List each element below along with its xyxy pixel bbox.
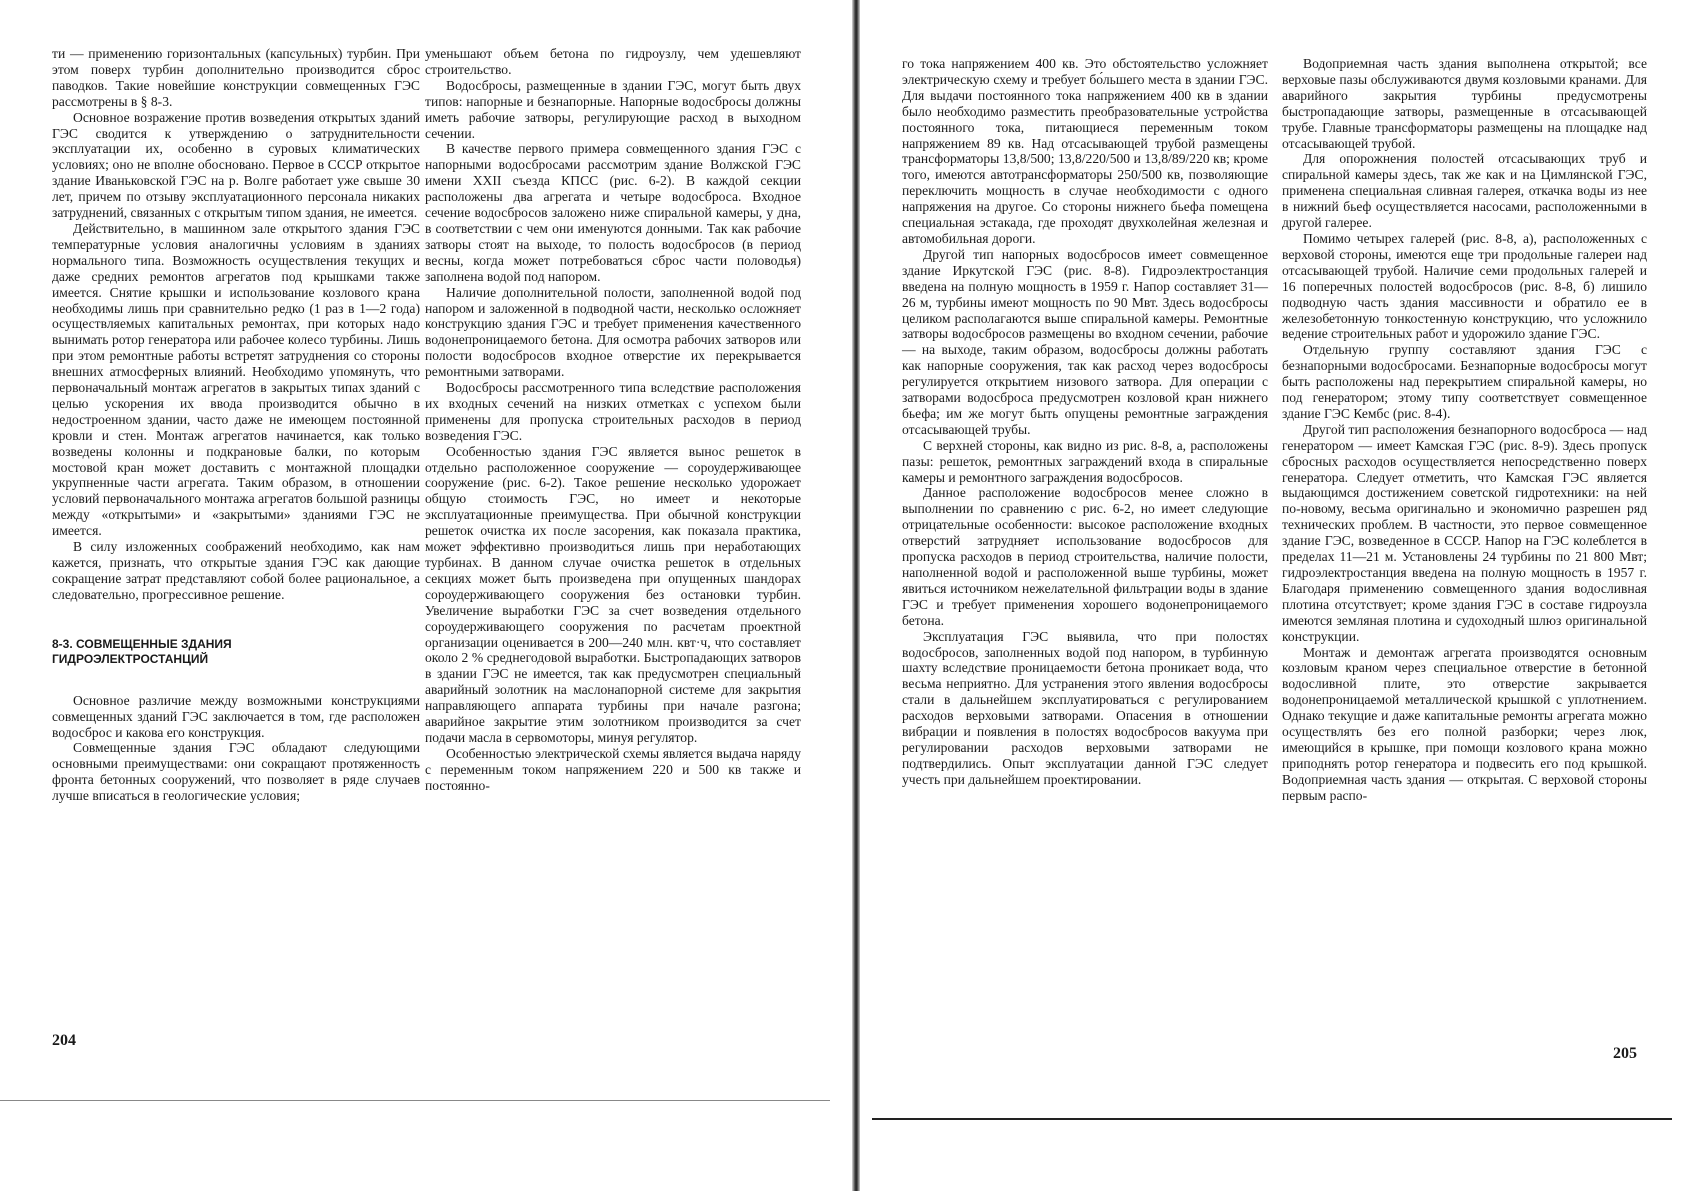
paragraph: Водосбросы, размещенные в здании ГЭС, могут быть двух типов: напорные и безнапорные. Напорные водосбросы должны иметь рабочие затворы, регулирующие расход в выходном сечении. (425, 77, 801, 141)
page-number-left: 204 (52, 1032, 76, 1049)
paragraph: В силу изложенных соображений необходимо, как нам кажется, признать, что открытые здания ГЭС как дающие сокращение затрат представляют собой более рациональное, а следовательно, прогрессивное решение. (52, 539, 420, 602)
paragraph: Водоприемная часть здания выполнена открытой; все верховые пазы обслуживаются двумя козловыми кранами. Для аварийного закрытия турбины предусмотрены быстропадающие затворы, размещенные в отсасывающей трубе. Главные трансформаторы размещены на площадке над отсасывающей трубой. (1282, 56, 1647, 151)
paragraph: Особенностью электрической схемы является выдача наряду с переменным током напряжением 220 и 500 кв также и постоянно- (425, 745, 801, 793)
page-number-right: 205 (1613, 1045, 1637, 1062)
paragraph: Помимо четырех галерей (рис. 8-8, а), расположенных с верховой стороны, имеются еще три продольные галереи над отсасывающей трубой. Наличие семи продольных галерей и 16 поперечных полостей водосбросов (рис. 8-8, б) лишило подводную часть здания массивности и обратило ее в железобетонную тонкостенную конструкцию, что усложнило ведение строительных работ и удорожило здание ГЭС. (1282, 230, 1647, 342)
paragraph: Совмещенные здания ГЭС обладают следующими основными преимуществами: они сокращают протяженность фронта бетонных сооружений, что позволяет в ряде случаев лучше вписаться в геологические условия; (52, 740, 420, 804)
right-page-column-1 (902, 56, 1268, 788)
paragraph: Водосбросы рассмотренного типа вследствие расположения их входных сечений на низких отметках с успехом были применены для пропуска строительных расходов в период возведения ГЭС. (425, 380, 801, 443)
paragraph: В качестве первого примера совмещенного здания ГЭС с напорными водосбросами рассмотрим здание Волжской ГЭС имени XXII съезда КПСС (рис. 6-2). В каждой секции расположены два агрегата и четыре водосброса. Входное сечение водосбросов заложено ниже спиральной камеры, у дна, в соответствии с чем они именуются донными. Так как рабочие затворы стоят на выходе, то полость водосбросов (в период весны, когда может потребоваться сброс части половодья) заполнена водой под напором. (425, 141, 801, 284)
section-heading-line-2: ГИДРОЭЛЕКТРОСТАНЦИЙ (52, 651, 209, 666)
paragraph: го тока напряжением 400 кв. Это обстоятельство усложняет электрическую схему и требует бо́льшего места в здании ГЭС. Для выдачи постоянного тока напряжением 400 кв в здании было необходимо разместить преобразовательные устройства постоянного тока, питающиеся переменным током напряжением 89 кв. Над отсасывающей трубой размещены трансформаторы 13,8/500; 13,8/220/500 и 13,8/89/220 кв; кроме того, имеются автотрансформаторы 250/500 кв, позволяющие переключить мощность в случае необходимости с одного напряжения на другое. Со стороны нижнего бьефа помещена специальная эстакада, где проходят двухколейная железная и автомобильная дороги. (902, 56, 1268, 246)
page-edge-line (872, 1118, 1672, 1120)
paragraph: Особенностью здания ГЭС является вынос решеток в отдельно расположенное сооружение — сороудерживающее сооружение (рис. 6-2). Такое решение несколько удорожает общую стоимость ГЭС, но имеет и некоторые эксплуатационные преимущества. При обычной конструкции решеток очистка их после засорения, как показала практика, может эффективно производиться лишь при неработающих турбинах. В данном случае очистка решеток в отдельных секциях может быть произведена при опущенных шандорах сороудерживающего сооружения без остановки турбин. Увеличение выработки ГЭС за счет возведения отдельного сороудерживающего сооружения по расчетам проектной организации оценивается в 200—240 млн. квт·ч, что составляет около 2 % среднегодовой выработки. Быстропадающих затворов в здании ГЭС не имеется, так как предусмотрен специальный аварийный золотник на маслонапорной системе для закрытия направляющего аппарата турбины при начале разгона; аварийное закрытие этим золотником производится за счет подачи масла в сервомоторы, минуя регулятор. (425, 443, 801, 745)
paragraph: Эксплуатация ГЭС выявила, что при полостях водосбросов, заполненных водой под напором, в турбинную шахту вследствие проницаемости бетона проникает вода, что весьма неприятно. Для устранения этого явления водосбросы стали в дальнейшем эксплуатироваться с регулированием расходов верховыми затворами. Опасения в отношении вибрации и появления в полостях водосбросов вакуума при регулировании расходов верховыми затворами не подтвердились. Опыт эксплуатации данной ГЭС следует учесть при дальнейшем проектировании. (902, 628, 1268, 787)
paragraph: Для опорожнения полостей отсасывающих труб и спиральной камеры здесь, так же как и на Цимлянской ГЭС, применена специальная сливная галерея, откачка воды из нее в нижний бьеф осуществляется насосами, расположенными в другой галерее. (1282, 151, 1647, 231)
paragraph: Действительно, в машинном зале открытого здания ГЭС температурные условия аналогичны условиям в зданиях нормального типа. Возможность осуществления текущих и даже средних ремонтов агрегатов под крышками также имеется. Снятие крышки и использование козлового крана необходимы лишь при сравнительно редко (1 раз в 1—2 года) осуществляемых капитальных ремонтах, при которых надо вынимать ротор генератора или рабочее колесо турбины. Лишь при этом ремонтные работы встретят затруднения со стороны внешних атмосферных влияний. Необходимо упомянуть, что первоначальный монтаж агрегатов в закрытых типах зданий с целью ускорения их ввода производится обычно в недостроенном здании, часто даже не имеющем постоянной кровли и стен. Монтаж агрегатов начинается, как только возведены колонны и подкрановые балки, по которым мостовой кран может доставить с монтажной площадки укрупненные части агрегата. Таким образом, в отношении условий первоначального монтажа агрегатов большой разницы между «открытыми» и «закрытыми» зданиями ГЭС не имеется. (52, 220, 420, 539)
left-page-column-1 (52, 46, 420, 804)
book-gutter (852, 0, 860, 1191)
paragraph: Основное возражение против возведения открытых зданий ГЭС сводится к утверждению о затруднительности эксплуатации их, особенно в суровых климатических условиях; оно не вполне обосновано. Первое в СССР открытое здание Иваньковской ГЭС на р. Волге работает уже свыше 30 лет, причем по отзыву эксплуатационного персонала никаких затруднений, связанных с открытым типом здания, не имеется. (52, 109, 420, 221)
page-edge-line (0, 1100, 830, 1101)
paragraph: ти — применению горизонтальных (капсульных) турбин. При этом поверх турбин дополнительно производится сброс паводков. Такие новейшие конструкции совмещенных ГЭС рассмотрены в § 8-3. (52, 46, 420, 109)
paragraph: Отдельную группу составляют здания ГЭС с безнапорными водосбросами. Безнапорные водосбросы могут быть расположены над перекрытием спиральной камеры, но под генератором; этому типу соответствует совмещенное здание ГЭС Кембс (рис. 8-4). (1282, 342, 1647, 421)
paragraph: Другой тип напорных водосбросов имеет совмещенное здание Иркутской ГЭС (рис. 8-8). Гидроэлектростанция введена на полную мощность в 1959 г. Напор составляет 31—26 м, турбины имеют мощность по 90 Мвт. Здесь водосбросы целиком располагаются выше спиральной камеры. Ремонтные затворы водосбросов размещены во входном сечении, рабочие — на выходе, таким образом, водосбросы должны работать как напорные сооружения, так как расход через водосбросы регулируется открытием низового затвора. Для операции с затворами водосброса предусмотрен козловой кран нижнего бьефа; им же могут быть опущены ремонтные заграждения отсасывающей трубы. (902, 246, 1268, 437)
paragraph: уменьшают объем бетона по гидроузлу, чем удешевляют строительство. (425, 46, 801, 77)
section-heading (52, 637, 420, 667)
paragraph: Другой тип расположения безнапорного водосброса — над генератором — имеет Камская ГЭС (рис. 8-9). Здесь пропуск сбросных расходов осуществляется непосредственно поверх генератора. Следует отметить, что Камская ГЭС является выдающимся достижением советской гидротехники: на ней по-новому, весьма оригинально и экономично разрешен ряд технических проблем. В частности, это первое совмещенное здание ГЭС, возведенное в СССР. Напор на ГЭС колеблется в пределах 11—21 м. Установлены 24 турбины по 21 800 Мвт; гидроэлектростанция введена на полную мощность в 1957 г. Благодаря применению совмещенного здания водосливная плотина отсутствует; кроме здания ГЭС в составе гидроузла имеются земляная плотина и судоходный шлюз оригинальной конструкции. (1282, 421, 1647, 644)
section-heading-line-1: 8-3. СОВМЕЩЕННЫЕ ЗДАНИЯ (52, 636, 232, 651)
paragraph: Монтаж и демонтаж агрегата производятся основным козловым краном через специальное отверстие в бетонной водосливной плите, это отверстие закрывается водонепроницаемой металлической крышкой с уплотнением. Однако текущие и даже капитальные ремонты агрегата можно осуществлять без его полной разборки; через люк, имеющийся в крышке, при помощи козлового крана можно приподнять ротор генератора и подвесить его под крышкой. Водоприемная часть здания — открытая. С верховой стороны первым распо- (1282, 644, 1647, 803)
left-page-column-2 (425, 46, 801, 794)
paragraph: С верхней стороны, как видно из рис. 8-8, а, расположены пазы: решеток, ремонтных заграждений входа в спиральные камеры и ремонтного заграждения водосбросов. (902, 437, 1268, 485)
paragraph: Данное расположение водосбросов менее сложно в выполнении по сравнению с рис. 6-2, но имеет следующие отрицательные особенности: высокое расположение входных отверстий затрудняет использование водосбросов для пропуска расходов в период строительства, наличие полости, наполненной водой и расположенной выше турбины, может явиться источником нежелательной фильтрации воды в здание ГЭС и требует применения хорошего водонепроницаемого бетона. (902, 485, 1268, 628)
right-page (862, 0, 1684, 1191)
right-page-column-2 (1282, 56, 1647, 804)
paragraph: Основное различие между возможными конструкциями совмещенных зданий ГЭС заключается в том, где расположен водосброс и какова его конструкция. (52, 692, 420, 740)
paragraph: Наличие дополнительной полости, заполненной водой под напором и заложенной в подводной части, несколько осложняет конструкцию здания ГЭС и требует применения качественного водонепроницаемого бетона. Для осмотра рабочих затворов или полости водосбросов входное отверстие их перекрывается ремонтными затворами. (425, 284, 801, 380)
